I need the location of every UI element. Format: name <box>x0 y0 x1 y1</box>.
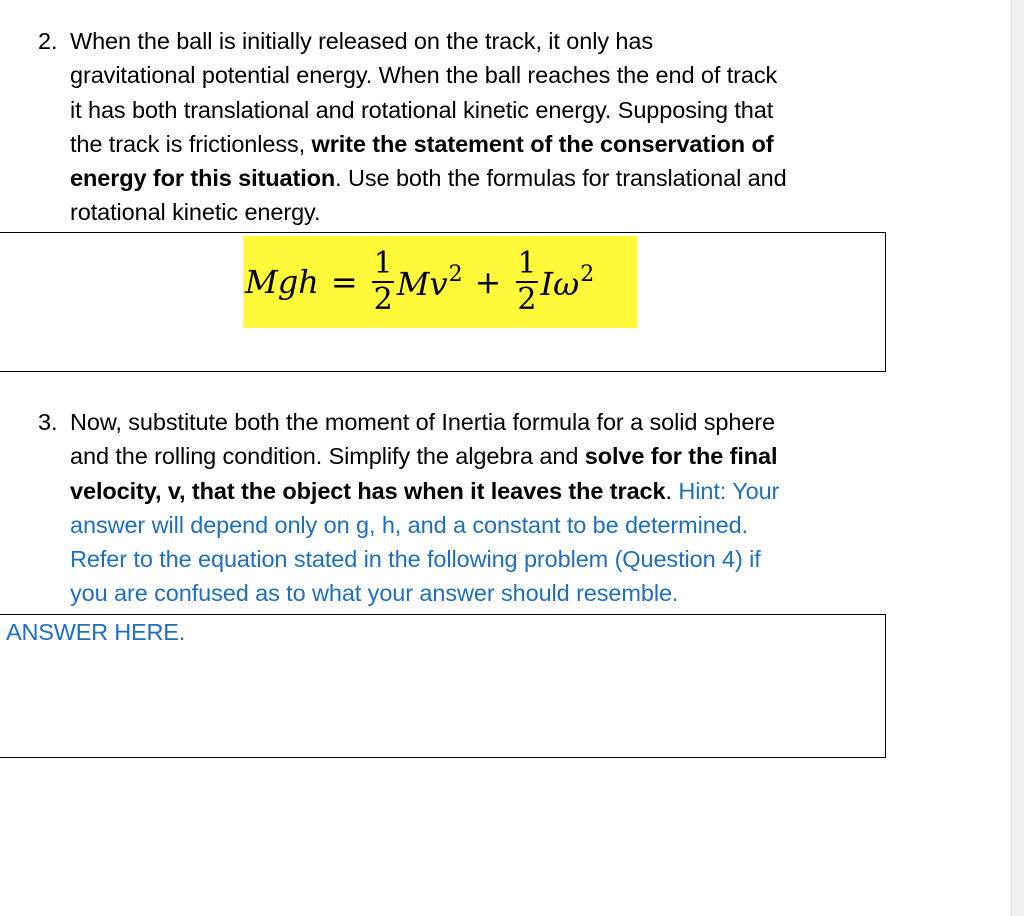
term-symbol: Iω <box>540 264 580 303</box>
bold-instruction: energy for this situation <box>70 165 336 192</box>
translational-term <box>397 262 463 303</box>
plain-text: and the rolling condition. Simplify the algebra and <box>70 443 585 470</box>
bold-instruction: velocity, v, that the object has when it leaves the track <box>70 477 666 504</box>
fraction-one-half <box>372 246 395 317</box>
question-text-line <box>70 161 888 195</box>
equation-lhs: Mgh <box>245 263 319 301</box>
rotational-term <box>541 262 595 303</box>
question-text-line <box>70 474 888 508</box>
energy-conservation-equation <box>243 236 637 328</box>
question-text-line: rotational kinetic energy. <box>70 199 321 226</box>
plus-sign: + <box>474 263 502 301</box>
scrollbar[interactable] <box>1011 0 1024 916</box>
exponent: 2 <box>448 261 463 287</box>
fraction-denominator: 2 <box>517 282 537 317</box>
question-text-line <box>70 127 888 161</box>
fraction-numerator: 1 <box>517 246 537 281</box>
question-number: 2. <box>38 28 58 54</box>
question-number: 3. <box>38 409 58 435</box>
answer-placeholder[interactable]: ANSWER HERE. <box>6 619 186 645</box>
bold-instruction: solve for the final <box>584 443 778 470</box>
plain-text: . <box>665 477 672 504</box>
equals-sign: = <box>330 263 358 301</box>
question-text-line: Now, substitute both the moment of Inertia formula for a solid sphere <box>70 409 775 435</box>
plain-text: . Use both the formulas for translational and <box>335 165 787 192</box>
fraction-numerator: 1 <box>373 246 393 281</box>
question-2-text <box>38 24 888 230</box>
question-text-line: gravitational potential energy. When the ball reaches the end of track <box>70 62 778 89</box>
hint-text-line: answer will depend only on g, h, and a constant to be determined. <box>70 511 749 538</box>
hint-text: Hint: Your <box>671 477 780 504</box>
question-text-line: it has both translational and rotational kinetic energy. Supposing that <box>70 96 774 123</box>
question-text-line: When the ball is initially released on the track, it only has <box>70 28 654 54</box>
question-3-text <box>38 405 888 611</box>
hint-text-line: Refer to the equation stated in the following problem (Question 4) if <box>70 546 761 573</box>
question-2 <box>38 24 888 230</box>
fraction-one-half <box>515 246 538 317</box>
exponent: 2 <box>580 261 595 287</box>
hint-text-line: you are confused as to what your answer should resemble. <box>70 580 679 607</box>
term-symbol: Mv <box>396 264 448 303</box>
question-text-line <box>70 439 888 473</box>
bold-instruction: write the statement of the conservation of <box>311 130 774 157</box>
fraction-denominator: 2 <box>373 282 393 317</box>
plain-text: the track is frictionless, <box>70 130 312 157</box>
question-3 <box>38 405 888 611</box>
